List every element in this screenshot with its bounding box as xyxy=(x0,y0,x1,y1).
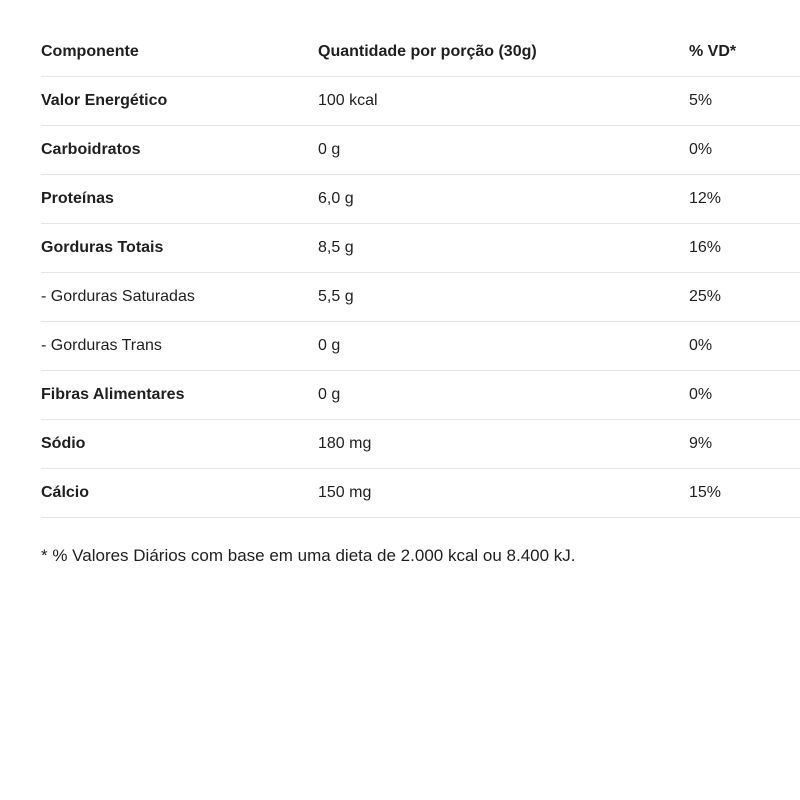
cell-amount: 6,0 g xyxy=(318,190,354,207)
cell-amount: 0 g xyxy=(318,337,341,354)
cell-component: - Gorduras Saturadas xyxy=(41,288,195,305)
cell-daily-value: 0% xyxy=(689,337,713,354)
table-row xyxy=(41,420,800,469)
cell-component: Carboidratos xyxy=(41,141,141,158)
cell-amount: 0 g xyxy=(318,141,341,158)
footnote: * % Valores Diários com base em uma dieta de 2.000 kcal ou 8.400 kJ. xyxy=(41,546,576,565)
header-amount: Quantidade por porção (30g) xyxy=(318,43,537,60)
cell-daily-value: 25% xyxy=(689,288,722,305)
table-header-row xyxy=(41,28,800,77)
cell-component: Sódio xyxy=(41,435,86,452)
table-row xyxy=(41,77,800,126)
table-body xyxy=(41,77,800,518)
header-component: Componente xyxy=(41,43,139,60)
header-daily-value: % VD* xyxy=(689,43,737,60)
cell-amount: 100 kcal xyxy=(318,92,378,109)
cell-amount: 8,5 g xyxy=(318,239,354,256)
table-row xyxy=(41,224,800,273)
cell-daily-value: 15% xyxy=(689,484,722,501)
cell-daily-value: 9% xyxy=(689,435,713,452)
cell-daily-value: 5% xyxy=(689,92,713,109)
cell-daily-value: 12% xyxy=(689,190,722,207)
cell-amount: 5,5 g xyxy=(318,288,354,305)
table-row xyxy=(41,371,800,420)
cell-component: Gorduras Totais xyxy=(41,239,164,256)
cell-component: Valor Energético xyxy=(41,92,168,109)
table-row xyxy=(41,126,800,175)
cell-amount: 0 g xyxy=(318,386,341,403)
cell-component: Cálcio xyxy=(41,484,90,501)
table-row xyxy=(41,322,800,371)
cell-daily-value: 16% xyxy=(689,239,722,256)
cell-component: - Gorduras Trans xyxy=(41,337,162,354)
table-row xyxy=(41,469,800,518)
table-row xyxy=(41,273,800,322)
cell-daily-value: 0% xyxy=(689,141,713,158)
table-row xyxy=(41,175,800,224)
cell-amount: 180 mg xyxy=(318,435,372,452)
cell-component: Fibras Alimentares xyxy=(41,386,185,403)
cell-component: Proteínas xyxy=(41,190,114,207)
cell-daily-value: 0% xyxy=(689,386,713,403)
cell-amount: 150 mg xyxy=(318,484,372,501)
nutrition-table xyxy=(41,28,800,518)
